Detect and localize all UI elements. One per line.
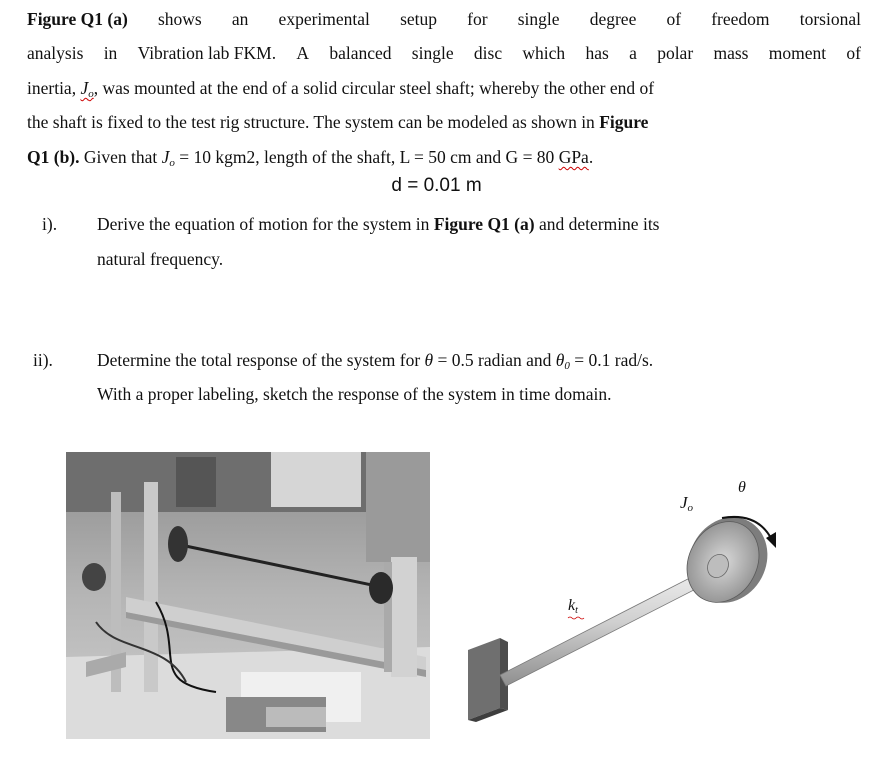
text: Determine the total response of the system for (97, 350, 421, 370)
question-1-line-1 (97, 214, 660, 235)
figure-ref: Figure Q1 (a) (27, 9, 128, 29)
figure-ref: Figure (599, 112, 649, 132)
word: experimental (278, 9, 370, 29)
torsion-model-diagram (460, 470, 790, 740)
paragraph-line-1 (27, 9, 861, 30)
word: polar (657, 43, 694, 63)
word: single (411, 43, 454, 63)
question-1-line-2: natural frequency. (97, 249, 224, 269)
figure-ref: Figure Q1 (a) (433, 214, 535, 234)
label-kt: kt (568, 597, 578, 616)
word: freedom (711, 9, 770, 29)
text: Derive the equation of motion for the system in (97, 214, 430, 234)
text: inertia, (27, 78, 77, 98)
word: has (585, 43, 609, 63)
word: analysis (27, 43, 84, 63)
experimental-setup-photo (66, 452, 430, 739)
word: balanced (329, 43, 392, 63)
word: A (296, 43, 310, 63)
symbol-j: $J_o$ (161, 147, 175, 169)
question-1-number: i). (42, 214, 58, 234)
symbol-theta: θ (424, 350, 434, 370)
text: , was mounted at the end of a solid circular steel shaft; whereby the other end of (93, 78, 655, 98)
word: degree (589, 9, 637, 29)
word: Vibration lab FKM. (137, 43, 277, 63)
label-theta: θ (738, 479, 746, 496)
paragraph-line-4 (27, 112, 861, 133)
question-2-number: ii). (33, 350, 53, 370)
word: in (103, 43, 118, 63)
paragraph-line-5 (27, 147, 593, 169)
paragraph-line-3 (27, 78, 861, 100)
word: a (629, 43, 637, 63)
word: which (522, 43, 566, 63)
question-2-line-2: With a proper labeling, sketch the response of the system in time domain. (97, 384, 612, 404)
symbol-theta0: $\theta_0$ (555, 350, 570, 372)
unit-gpa: GPa (558, 147, 589, 167)
paragraph-line-2 (27, 43, 861, 64)
word: an (231, 9, 249, 29)
word: of (666, 9, 682, 29)
word: moment (768, 43, 827, 63)
text: = 0.5 radian and (433, 350, 552, 370)
period: . (588, 147, 594, 167)
word: mass (713, 43, 749, 63)
diameter-value: d = 0.01 m (391, 175, 482, 196)
label-jo: Jo (680, 493, 694, 514)
text: Given that (83, 147, 158, 167)
text: the shaft is fixed to the test rig structure. The system can be modeled as shown in (27, 112, 595, 132)
word: torsional (799, 9, 861, 29)
text: and determine its (538, 214, 660, 234)
word: shows (157, 9, 202, 29)
question-2-line-1 (97, 350, 653, 372)
symbol-j: $J_o$ (80, 78, 94, 100)
word: single (517, 9, 560, 29)
text: = 10 kgm2, length of the shaft, L = 50 cm and G = 80 (174, 147, 555, 167)
text: = 0.1 rad/s. (569, 350, 654, 370)
word: setup (400, 9, 438, 29)
word: for (467, 9, 488, 29)
figure-ref: Q1 (b). (27, 147, 80, 167)
fixed-support (468, 638, 500, 720)
word: disc (473, 43, 503, 63)
word: of (846, 43, 861, 63)
